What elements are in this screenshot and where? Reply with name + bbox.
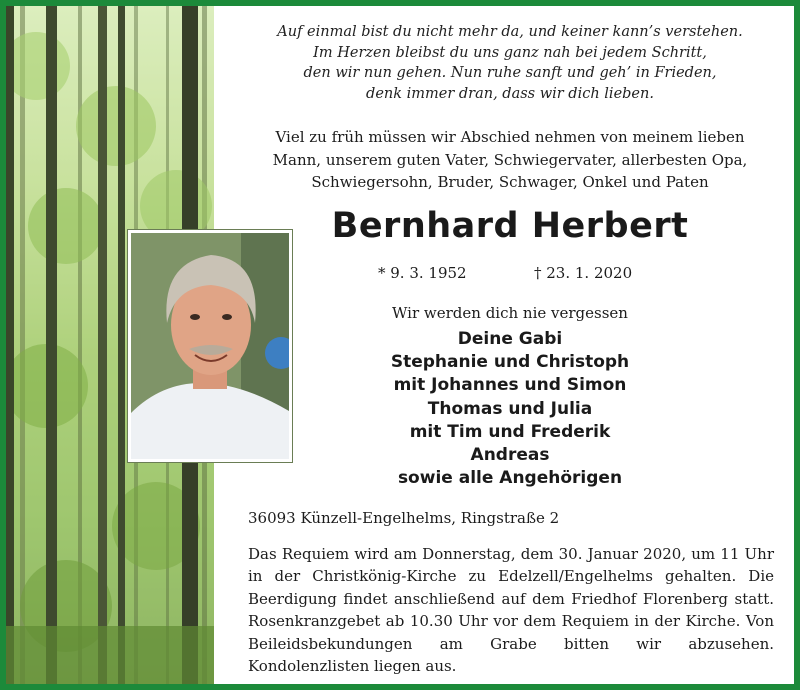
- funeral-notice: Das Requiem wird am Donnerstag, dem 30. Januar 2020, um 11 Uhr in der Christkönig-Kirche zu Edelzell/Engelhelms gehalten. Die Beerdigung findet anschließend auf dem Friedhof Florenberg statt. Rosenkranzgebet ab 10.30 Uhr vor dem Requiem in der Kirche. Von Beileidsbekundungen am Grabe bitten wir abzusehen. Kondolenzlisten liegen aus.: [248, 545, 774, 676]
- memorial-poem: [236, 22, 784, 104]
- poem-line: den wir nun gehen. Nun ruhe sanft und geh’ in Frieden,: [303, 65, 717, 81]
- family-member: Stephanie und Christoph: [390, 352, 630, 373]
- poem-line: Im Herzen bleibst du uns ganz nah bei jedem Schritt,: [313, 44, 707, 61]
- death-date: † 23. 1. 2020: [534, 264, 633, 282]
- deceased-name: Bernhard Herbert: [331, 206, 689, 246]
- intro-line: Schwiegersohn, Bruder, Schwager, Onkel und Paten: [311, 173, 709, 191]
- mourning-line: Wir werden dich nie vergessen: [392, 304, 628, 322]
- portrait-photo: [128, 230, 292, 462]
- family-address: 36093 Künzell-Engelhelms, Ringstraße 2: [248, 509, 560, 527]
- birth-date: * 9. 3. 1952: [378, 264, 467, 282]
- family-member: Thomas und Julia: [427, 398, 593, 419]
- family-member: Deine Gabi: [457, 329, 563, 349]
- poem-line: Auf einmal bist du nicht mehr da, und keiner kann’s verstehen.: [277, 24, 743, 40]
- intro-line: Viel zu früh müssen wir Abschied nehmen von meinem lieben: [275, 128, 745, 146]
- portrait-illustration: [131, 233, 289, 459]
- obituary-text: [236, 22, 784, 676]
- family-member: mit Tim und Frederik: [409, 421, 611, 442]
- intro-line: Mann, unserem guten Vater, Schwiegervater, allerbesten Opa,: [272, 150, 748, 169]
- family-member: Andreas: [470, 445, 550, 466]
- family-member: mit Johannes und Simon: [393, 375, 627, 396]
- farewell-intro: [236, 126, 784, 194]
- family-member: sowie alle Angehörigen: [397, 468, 623, 489]
- family-list: [300, 328, 720, 490]
- poem-line: denk immer dran, dass wir dich lieben.: [366, 85, 654, 102]
